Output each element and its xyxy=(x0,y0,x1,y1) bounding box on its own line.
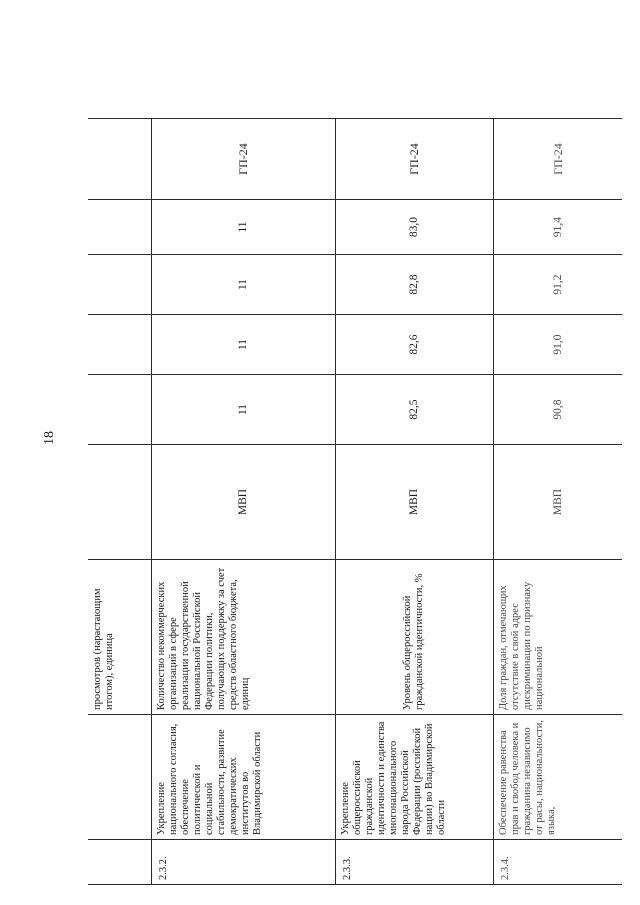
cell-program: ГП-24 xyxy=(493,119,622,200)
cell-value: 83,0 xyxy=(335,200,493,255)
cell-responsible: МВП xyxy=(335,445,493,560)
cell-value: 91,2 xyxy=(493,255,622,315)
cell-value: 11 xyxy=(151,255,335,315)
cell-value: 91,0 xyxy=(493,315,622,375)
cell-value: 82,5 xyxy=(335,375,493,445)
cell-value xyxy=(88,315,151,375)
cell-num: 2.3.2. xyxy=(151,840,335,885)
cell-responsible: МВП xyxy=(151,445,335,560)
cell-program: ГП-24 xyxy=(151,119,335,200)
cell-program: ГП-24 xyxy=(335,119,493,200)
table-row xyxy=(335,119,493,885)
cell-num: 2.3.3. xyxy=(335,840,493,885)
cell-event: Укрепление общероссийской гражданской идентичности и единства многонационального народа Российской Федерации (российской нации) во Владимирской области xyxy=(335,715,493,840)
cell-responsible xyxy=(88,445,151,560)
table-row xyxy=(493,119,622,885)
cell-responsible: МВП xyxy=(493,445,622,560)
cell-value xyxy=(88,255,151,315)
table-row xyxy=(88,119,151,885)
cell-value: 11 xyxy=(151,375,335,445)
page-number: 18 xyxy=(42,431,57,445)
rotated-table-container xyxy=(88,119,622,885)
cell-event xyxy=(88,715,151,840)
cell-event: Обеспечение равенства прав и свобод человека и гражданина независимо от расы, национальности, языка, xyxy=(493,715,622,840)
cell-event: Укрепление национального согласия, обеспечение политической и социальной стабильности, развитие демократических институтов во Владимирской области xyxy=(151,715,335,840)
cell-value: 11 xyxy=(151,315,335,375)
cell-program xyxy=(88,119,151,200)
cell-value: 90,8 xyxy=(493,375,622,445)
indicators-table xyxy=(88,118,622,885)
cell-indicator: Доля граждан, отмечающих отсутствие в свой адрес дискриминации по признаку национальной xyxy=(493,560,622,715)
cell-indicator: просмотров (нарастающим итогом), единица xyxy=(88,560,151,715)
cell-indicator: Количество некоммерческих организаций в сфере реализации государственной национальной Российской Федерации политики, получающих поддержку за счет средств областного бюджета, единиц xyxy=(151,560,335,715)
cell-value xyxy=(88,200,151,255)
cell-num xyxy=(88,840,151,885)
table-row xyxy=(151,119,335,885)
cell-value: 91,4 xyxy=(493,200,622,255)
cell-indicator: Уровень общероссийской гражданской идентичности, % xyxy=(335,560,493,715)
cell-value: 11 xyxy=(151,200,335,255)
cell-num: 2.3.4. xyxy=(493,840,622,885)
cell-value: 82,6 xyxy=(335,315,493,375)
cell-value xyxy=(88,375,151,445)
cell-value: 82,8 xyxy=(335,255,493,315)
